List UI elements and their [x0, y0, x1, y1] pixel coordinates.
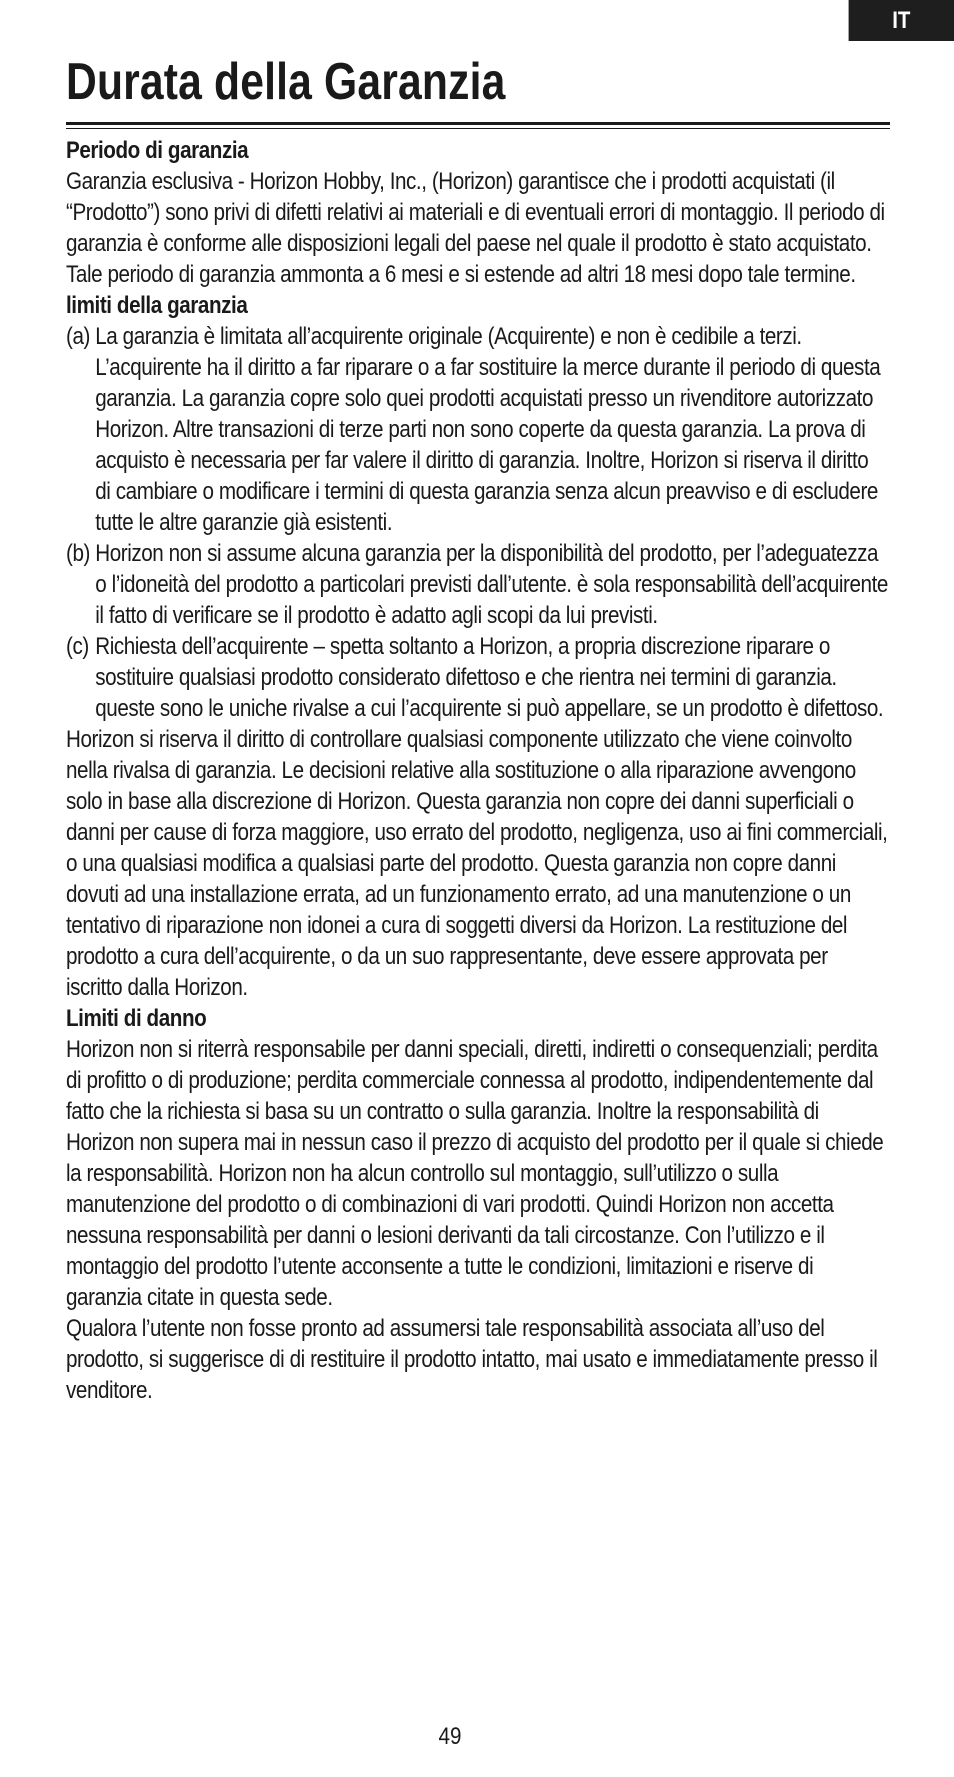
title-rule — [66, 122, 890, 125]
section-heading-limiti: limiti della garanzia — [66, 292, 248, 319]
section-heading-danno: Limiti di danno — [66, 1005, 207, 1032]
list-item — [66, 321, 888, 538]
page-number: 49 — [438, 1723, 462, 1750]
list-item — [66, 631, 888, 724]
section-text-periodo: Garanzia esclusiva - Horizon Hobby, Inc., (Horizon) garantisce che i prodotti acquistati (il “Prodotto”) sono privi di difetti relativi ai materiali e di eventuali errori di montaggio. Il periodo di garanzia è conforme alle disposizioni legali del paese nel quale il prodotto è stato acquistato. Tale periodo di garanzia ammonta a 6 mesi e si estende ad altri 18 mesi dopo tale termine. — [66, 168, 885, 288]
list-item-text: La garanzia è limitata all’acquirente originale (Acquirente) e non è cedibile a terzi. L’acquirente ha il diritto a far riparare o a far sostituire la merce durante il periodo di questa garanzia. La garanzia copre solo quei prodotti acquistati presso un rivenditore autorizzato Horizon. Altre transazioni di terze parti non sono coperte da questa garanzia. La prova di acquisto è necessaria per far valere il diritto di garanzia. Inoltre, Horizon si riserva il diritto di cambiare o modificare i termini di questa garanzia senza alcun preavviso e di escludere tutte le altre garanzie già esistenti. — [95, 323, 881, 536]
page-title: Durata della Garanzia — [66, 53, 506, 111]
list-item — [66, 538, 888, 631]
list-item-label: (a) — [66, 323, 90, 350]
section-text-danno: Horizon non si riterrà responsabile per danni speciali, diretti, indiretti o consequenziali; perdita di profitto o di produzione; perdita commerciale connessa al prodotto, indipendentemente dal fatto che la richiesta si basa su un contratto o sulla garanzia. Inoltre la responsabilità di Horizon non supera mai in nessun caso il prezzo di acquisto del prodotto per il quale si chiede la responsabilità. Horizon non ha alcun controllo sul montaggio, sull’utilizzo o sulla manutenzione del prodotto o di combinazioni di vari prodotti. Quindi Horizon non accetta nessuna responsabilità per danni o lesioni derivanti da tali circostanze. Con l’utilizzo e il montaggio del prodotto l’utente acconsente a tutte le condizioni, limitazioni e riserve di garanzia citate in questa sede. — [66, 1036, 884, 1311]
section-text-danno-2: Qualora l’utente non fosse pronto ad assumersi tale responsabilità associata all’uso del prodotto, si suggerisce di di restituire il prodotto intatto, mai usato e immediatamente presso il venditore. — [66, 1315, 878, 1404]
warranty-body — [66, 135, 888, 1406]
list-item-label: (b) — [66, 540, 90, 567]
section-text-limiti: Horizon si riserva il diritto di controllare qualsiasi componente utilizzato che viene coinvolto nella rivalsa di garanzia. Le decisioni relative alla sostituzione o alla riparazione avvengono solo in base alla discrezione di Horizon. Questa garanzia non copre dei danni superficiali o danni per cause di forza maggiore, uso errato del prodotto, negligenza, uso ai fini commerciali, o una qualsiasi modifica a qualsiasi parte del prodotto. Questa garanzia non copre danni dovuti ad una installazione errata, ad un funzionamento errato, ad una manutenzione o un tentativo di riparazione non idonei a cura di soggetti diversi da Horizon. La restituzione del prodotto a cura dell’acquirente, o da un suo rappresentante, deve essere approvata per iscritto dalla Horizon. — [66, 726, 888, 1001]
page-content — [66, 52, 890, 1406]
list-item-label: (c) — [66, 633, 89, 660]
list-item-text: Richiesta dell’acquirente – spetta soltanto a Horizon, a propria discrezione riparare o sostituire qualsiasi prodotto considerato difettoso e che rientra nei termini di garanzia. queste sono le uniche rivalse a cui l’acquirente si può appellare, se un prodotto è difettoso. — [95, 633, 884, 722]
list-item-text: Horizon non si assume alcuna garanzia per la disponibilità del prodotto, per l’adeguatezza o l’idoneità del prodotto a particolari previsti dall’utente. è sola responsabilità dell’acquirente il fatto di verificare se il prodotto è adatto agli scopi da lui previsti. — [95, 540, 888, 629]
title-rule-thin — [66, 128, 890, 129]
section-heading-periodo: Periodo di garanzia — [66, 137, 249, 164]
language-tab: IT — [849, 0, 954, 41]
